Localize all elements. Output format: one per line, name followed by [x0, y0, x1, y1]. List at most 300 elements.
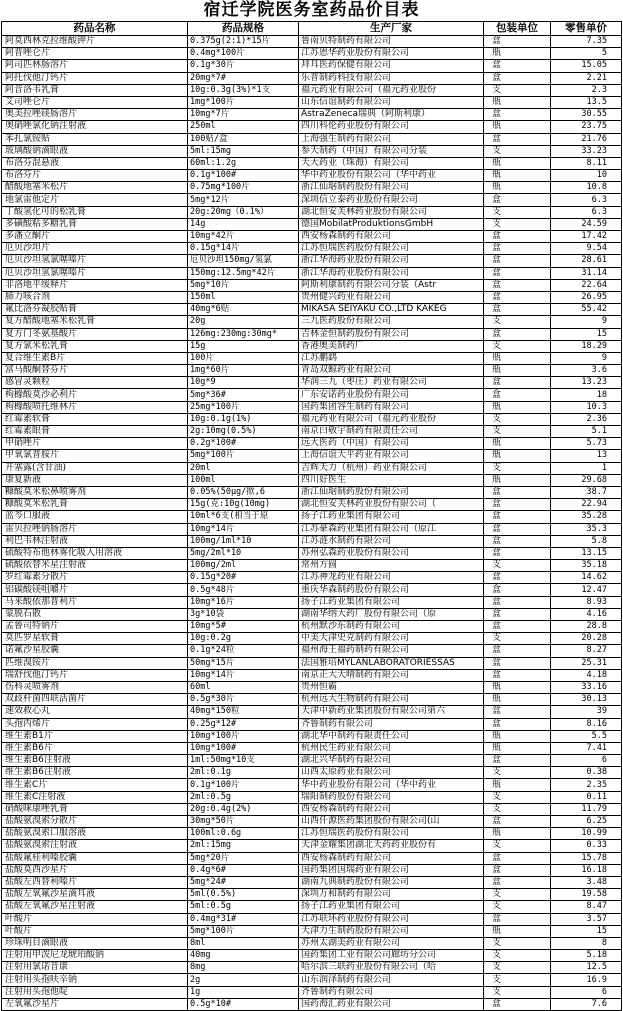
manufacturer-cell: 浙江华海药业股份有限公司 — [299, 255, 484, 267]
drug-name-cell: 盐酸氨溴索分散片 — [2, 816, 188, 828]
manufacturer-cell: 山东润泽制药有限公司 — [299, 974, 484, 986]
manufacturer-cell: 江苏涟水制药有限公司 — [299, 535, 484, 547]
retail-price-cell: 9.54 — [551, 243, 622, 255]
drug-spec-cell: 10mg*14片 — [188, 669, 299, 681]
manufacturer-cell: 南京白敬宇制药有限责任公司 — [299, 426, 484, 438]
drug-spec-cell: 8mg — [188, 962, 299, 974]
retail-price-cell: 9 — [551, 352, 622, 364]
manufacturer-cell: 华中药业股份有限公司（华中药业 — [299, 170, 484, 182]
retail-price-cell: 6 — [551, 986, 622, 998]
drug-spec-cell: 5ml:15mg — [188, 145, 299, 157]
table-row — [2, 681, 622, 693]
manufacturer-cell: AstraZeneca瑞典（阿斯利康） — [299, 109, 484, 121]
package-unit-cell: 瓶 — [484, 694, 551, 706]
drug-name-cell: 雷贝拉唑钠肠溶片 — [2, 523, 188, 535]
manufacturer-cell: 扬子江药业集团有限公司 — [299, 901, 484, 913]
drug-spec-cell: 0.15g*14片 — [188, 243, 299, 255]
retail-price-cell: 15 — [551, 925, 622, 937]
drug-name-cell: 维生素B1片 — [2, 730, 188, 742]
retail-price-cell: 8.93 — [551, 596, 622, 608]
retail-price-cell: 13 — [551, 450, 622, 462]
drug-name-cell: 珍珠明目滴眼液 — [2, 937, 188, 949]
drug-name-cell: 维生素C注射液 — [2, 791, 188, 803]
package-unit-cell: 支 — [484, 340, 551, 352]
drug-spec-cell: 50mg*15片 — [188, 657, 299, 669]
table-row — [2, 72, 622, 84]
drug-spec-cell: 2ml:0.5g — [188, 791, 299, 803]
manufacturer-cell: 远大医药（中国）有限公司 — [299, 438, 484, 450]
price-table — [1, 21, 622, 1011]
drug-name-cell: 阿昔洛韦乳膏 — [2, 84, 188, 96]
manufacturer-cell: 齐鲁制药有限公司 — [299, 718, 484, 730]
package-unit-cell: 盒 — [484, 621, 551, 633]
table-header-row — [2, 22, 622, 36]
retail-price-cell: 8.47 — [551, 901, 622, 913]
package-unit-cell: 支 — [484, 633, 551, 645]
manufacturer-cell: 国药集团国瑞药业有限公司 — [299, 864, 484, 876]
drug-name-cell: 维生素C片 — [2, 779, 188, 791]
manufacturer-cell: 哈尔滨三联药业股份有限公司（哈 — [299, 962, 484, 974]
drug-spec-cell: 5mg*10片 — [188, 279, 299, 291]
drug-name-cell: 盐酸左氧氟沙星注射液 — [2, 901, 188, 913]
table-row — [2, 645, 622, 657]
manufacturer-cell: 苏州太湖美药业有限公司 — [299, 937, 484, 949]
drug-name-cell: 伤科灵喷雾剂 — [2, 681, 188, 693]
drug-spec-cell: 10mg*16片 — [188, 596, 299, 608]
package-unit-cell: 盒 — [484, 231, 551, 243]
manufacturer-cell: 湖北恒安芙林药业股份有限公司（ — [299, 499, 484, 511]
manufacturer-cell: 深圳信立泰药业股份有限公司 — [299, 194, 484, 206]
drug-spec-cell: 5mg*100片 — [188, 450, 299, 462]
package-unit-cell: 盒 — [484, 584, 551, 596]
table-row — [2, 937, 622, 949]
package-unit-cell: 瓶 — [484, 681, 551, 693]
drug-spec-cell: 0.4g*6# — [188, 864, 299, 876]
drug-name-cell: 蓝芩口服液 — [2, 511, 188, 523]
table-row — [2, 840, 622, 852]
retail-price-cell: 28.61 — [551, 255, 622, 267]
package-unit-cell: 瓶 — [484, 96, 551, 108]
package-unit-cell: 盒 — [484, 876, 551, 888]
retail-price-cell: 5.73 — [551, 438, 622, 450]
package-unit-cell: 盒 — [484, 572, 551, 584]
package-unit-cell: 瓶 — [484, 401, 551, 413]
manufacturer-cell: 湖北兴华制药有限公司 — [299, 755, 484, 767]
retail-price-cell: 35.3 — [551, 523, 622, 535]
drug-name-cell: 注射用头孢他啶 — [2, 986, 188, 998]
package-unit-cell: 盒 — [484, 816, 551, 828]
package-unit-cell: 盒 — [484, 255, 551, 267]
drug-name-cell: 布洛芬片 — [2, 170, 188, 182]
drug-spec-cell: 5mg*12片 — [188, 194, 299, 206]
manufacturer-cell: 贵州恒霸 — [299, 681, 484, 693]
package-unit-cell: 支 — [484, 426, 551, 438]
drug-spec-cell: 25mg*100片 — [188, 401, 299, 413]
drug-spec-cell: 0.5g*10# — [188, 998, 299, 1010]
manufacturer-cell: 江苏鹏鹞 — [299, 352, 484, 364]
table-row — [2, 157, 622, 169]
package-unit-cell: 盒 — [484, 645, 551, 657]
manufacturer-cell: 青岛双鲸药业有限公司 — [299, 365, 484, 377]
manufacturer-cell: 国药集团工业有限公司廊坊分公司 — [299, 950, 484, 962]
drug-name-cell: 玻璃酸钠滴眼液 — [2, 145, 188, 157]
retail-price-cell: 33.23 — [551, 145, 622, 157]
header-spec: 药品规格 — [188, 22, 299, 36]
table-row — [2, 974, 622, 986]
retail-price-cell: 5.18 — [551, 950, 622, 962]
package-unit-cell: 盒 — [484, 133, 551, 145]
drug-spec-cell: 0.75mg*100片 — [188, 182, 299, 194]
retail-price-cell: 13.23 — [551, 377, 622, 389]
manufacturer-cell: 华中药业股份有限公司（华中药业 — [299, 779, 484, 791]
manufacturer-cell: 杭州远大生物制药有限公司 — [299, 694, 484, 706]
table-row — [2, 864, 622, 876]
drug-spec-cell: 1mg*60片 — [188, 365, 299, 377]
manufacturer-cell: 法国雅培MYLANLABORATORIESSAS — [299, 657, 484, 669]
retail-price-cell: 11.79 — [551, 803, 622, 815]
drug-spec-cell: 20ml — [188, 462, 299, 474]
table-row — [2, 560, 622, 572]
drug-spec-cell: 10g:0.2g — [188, 633, 299, 645]
retail-price-cell: 2.21 — [551, 72, 622, 84]
package-unit-cell: 盒 — [484, 291, 551, 303]
drug-spec-cell: 150mg:12.5mg*42片 — [188, 267, 299, 279]
drug-name-cell: 盐酸左氧氟沙星滴耳液 — [2, 889, 188, 901]
drug-name-cell: 感冒灵颗粒 — [2, 377, 188, 389]
package-unit-cell: 瓶 — [484, 365, 551, 377]
drug-name-cell: 非洛地平缓释片 — [2, 279, 188, 291]
drug-spec-cell: 10mg*14片 — [188, 523, 299, 535]
manufacturer-cell: 福元药业有限公司（福元药业股份 — [299, 413, 484, 425]
drug-spec-cell: 1g — [188, 986, 299, 998]
package-unit-cell: 盒 — [484, 377, 551, 389]
table-row — [2, 462, 622, 474]
drug-name-cell: 阿司匹林肠溶片 — [2, 60, 188, 72]
retail-price-cell: 7.35 — [551, 36, 622, 48]
retail-price-cell: 15.05 — [551, 60, 622, 72]
table-row — [2, 584, 622, 596]
table-row — [2, 145, 622, 157]
retail-price-cell: 0.11 — [551, 791, 622, 803]
retail-price-cell: 5.8 — [551, 535, 622, 547]
manufacturer-cell: 天大药业（珠海）有限公司 — [299, 157, 484, 169]
manufacturer-cell: 深圳万和制药有限公司 — [299, 889, 484, 901]
table-row — [2, 876, 622, 888]
drug-spec-cell: 40mg*150粒 — [188, 706, 299, 718]
manufacturer-cell: 上海信谊天平药业有限公司 — [299, 450, 484, 462]
manufacturer-cell: 山西太原药业有限公司 — [299, 767, 484, 779]
package-unit-cell: 盒 — [484, 998, 551, 1010]
drug-name-cell: 复合维生素B片 — [2, 352, 188, 364]
table-row — [2, 962, 622, 974]
retail-price-cell: 4.18 — [551, 669, 622, 681]
table-row — [2, 389, 622, 401]
manufacturer-cell: 南京正大天晴制药有限公司 — [299, 669, 484, 681]
drug-name-cell: 双歧杆菌四联活菌片 — [2, 694, 188, 706]
table-row — [2, 621, 622, 633]
package-unit-cell: 支 — [484, 986, 551, 998]
drug-spec-cell: 0.1g*100片 — [188, 779, 299, 791]
manufacturer-cell: 江苏联环药业股份有限公司 — [299, 913, 484, 925]
package-unit-cell: 支 — [484, 962, 551, 974]
retail-price-cell: 20.28 — [551, 633, 622, 645]
header-manufacturer: 生产厂家 — [299, 22, 484, 36]
manufacturer-cell: 香港奥美制药厂 — [299, 340, 484, 352]
table-row — [2, 316, 622, 328]
drug-spec-cell: 10mg*7片 — [188, 109, 299, 121]
package-unit-cell: 支 — [484, 413, 551, 425]
retail-price-cell: 8.16 — [551, 718, 622, 730]
manufacturer-cell: 中美天津史克制药有限公司 — [299, 633, 484, 645]
drug-spec-cell: 0.4mg*31# — [188, 913, 299, 925]
drug-name-cell: 莫匹罗星软膏 — [2, 633, 188, 645]
table-row — [2, 60, 622, 72]
drug-spec-cell: 10mg*5# — [188, 621, 299, 633]
manufacturer-cell: 江苏恒瑞医药股份有限公司 — [299, 828, 484, 840]
drug-spec-cell: 5mg*100片 — [188, 925, 299, 937]
retail-price-cell: 7.41 — [551, 742, 622, 754]
drug-name-cell: 多磺酸粘多糖乳膏 — [2, 218, 188, 230]
drug-name-cell: 盐酸氟桂利嗪胶囊 — [2, 852, 188, 864]
drug-spec-cell: 10mg*100片 — [188, 730, 299, 742]
retail-price-cell: 10 — [551, 170, 622, 182]
drug-spec-cell: 0.15g*20# — [188, 572, 299, 584]
table-row — [2, 523, 622, 535]
package-unit-cell: 瓶 — [484, 121, 551, 133]
table-row — [2, 291, 622, 303]
drug-name-cell: 艾司唑仑片 — [2, 96, 188, 108]
drug-spec-cell: 0.1g*100# — [188, 170, 299, 182]
retail-price-cell: 38.7 — [551, 486, 622, 498]
retail-price-cell: 8 — [551, 937, 622, 949]
drug-name-cell: 速效救心丸 — [2, 706, 188, 718]
manufacturer-cell: 国药海汇药业有限公司 — [299, 998, 484, 1010]
retail-price-cell: 55.42 — [551, 304, 622, 316]
drug-spec-cell: 30mg*50片 — [188, 816, 299, 828]
drug-spec-cell: 0.5g*30片 — [188, 694, 299, 706]
drug-name-cell: 注射用甲泼尼龙琥珀酸钠 — [2, 950, 188, 962]
table-row — [2, 511, 622, 523]
retail-price-cell: 22.94 — [551, 499, 622, 511]
package-unit-cell: 盒 — [484, 279, 551, 291]
manufacturer-cell: 天津中新药业集团股份有限公司第六 — [299, 706, 484, 718]
retail-price-cell: 3.57 — [551, 913, 622, 925]
retail-price-cell: 3.6 — [551, 365, 622, 377]
retail-price-cell: 13.15 — [551, 547, 622, 559]
retail-price-cell: 24.59 — [551, 218, 622, 230]
manufacturer-cell: 湖南九典制药股份有限公司 — [299, 876, 484, 888]
drug-name-cell: 布洛芬混悬液 — [2, 157, 188, 169]
package-unit-cell: 盒 — [484, 852, 551, 864]
table-row — [2, 84, 622, 96]
retail-price-cell: 5.5 — [551, 730, 622, 742]
table-row — [2, 450, 622, 462]
drug-name-cell: 利巴韦林注射液 — [2, 535, 188, 547]
retail-price-cell: 7.6 — [551, 998, 622, 1010]
manufacturer-cell: 浙江仙琚制药股份有限公司 — [299, 182, 484, 194]
table-row — [2, 767, 622, 779]
manufacturer-cell: MIKASA SEIYAKU CO.,LTD KAKEG — [299, 304, 484, 316]
table-row — [2, 304, 622, 316]
retail-price-cell: 22.64 — [551, 279, 622, 291]
manufacturer-cell: 三九医药股份有限公司 — [299, 316, 484, 328]
table-row — [2, 755, 622, 767]
table-row — [2, 170, 622, 182]
manufacturer-cell: 湖南华纳大药厂股份有限公司（原 — [299, 608, 484, 620]
table-row — [2, 413, 622, 425]
package-unit-cell: 盒 — [484, 864, 551, 876]
package-unit-cell: 瓶 — [484, 182, 551, 194]
drug-spec-cell: 10mg*100# — [188, 742, 299, 754]
manufacturer-cell: 鲁南贝特制药有限公司 — [299, 36, 484, 48]
package-unit-cell: 支 — [484, 901, 551, 913]
package-unit-cell: 支 — [484, 803, 551, 815]
drug-spec-cell: 10mg*42片 — [188, 231, 299, 243]
drug-name-cell: 多潘立酮片 — [2, 231, 188, 243]
package-unit-cell: 盒 — [484, 913, 551, 925]
drug-name-cell: 硝酸咪康唑乳膏 — [2, 803, 188, 815]
table-row — [2, 121, 622, 133]
drug-name-cell: 糠酸莫米松鼻喷雾剂 — [2, 486, 188, 498]
retail-price-cell: 30.55 — [551, 109, 622, 121]
package-unit-cell: 支 — [484, 316, 551, 328]
drug-name-cell: 甲硝唑片 — [2, 438, 188, 450]
retail-price-cell: 15.78 — [551, 852, 622, 864]
retail-price-cell: 16.9 — [551, 974, 622, 986]
drug-name-cell: 厄贝沙坦氢氯噻嗪片 — [2, 255, 188, 267]
drug-name-cell: 铝碳酸镁咀嚼片 — [2, 584, 188, 596]
package-unit-cell: 瓶 — [484, 450, 551, 462]
retail-price-cell: 6.3 — [551, 206, 622, 218]
drug-name-cell: 盐酸氨溴索注射液 — [2, 840, 188, 852]
drug-name-cell: 厄贝沙坦片 — [2, 243, 188, 255]
manufacturer-cell: 江苏恩华药业股份有限公司 — [299, 48, 484, 60]
package-unit-cell: 支 — [484, 145, 551, 157]
retail-price-cell: 31.14 — [551, 267, 622, 279]
package-unit-cell: 盒 — [484, 499, 551, 511]
package-unit-cell: 盒 — [484, 706, 551, 718]
table-row — [2, 925, 622, 937]
package-unit-cell: 盒 — [484, 60, 551, 72]
drug-spec-cell: 40mg*6贴 — [188, 304, 299, 316]
drug-spec-cell: 250ml — [188, 121, 299, 133]
drug-spec-cell: 10ml*6支(相当于原 — [188, 511, 299, 523]
retail-price-cell: 0.33 — [551, 840, 622, 852]
manufacturer-cell: 杭州默沙东制药有限公司 — [299, 621, 484, 633]
table-row — [2, 243, 622, 255]
drug-spec-cell: 1mg*100片 — [188, 96, 299, 108]
drug-spec-cell: 5mg*20片 — [188, 852, 299, 864]
package-unit-cell: 支 — [484, 840, 551, 852]
package-unit-cell: 盒 — [484, 194, 551, 206]
drug-name-cell: 盐酸氨溴索口服溶液 — [2, 828, 188, 840]
package-unit-cell: 盒 — [484, 267, 551, 279]
drug-spec-cell: 15g(克:10g(10mg) — [188, 499, 299, 511]
drug-name-cell: 甲氧氯普胺片 — [2, 450, 188, 462]
table-row — [2, 608, 622, 620]
drug-spec-cell: 100贴/盒 — [188, 133, 299, 145]
retail-price-cell: 5.1 — [551, 426, 622, 438]
table-row — [2, 328, 622, 340]
drug-name-cell: 维生素B6片 — [2, 742, 188, 754]
drug-spec-cell: 20g:0.4g(2%) — [188, 803, 299, 815]
package-unit-cell: 支 — [484, 560, 551, 572]
drug-spec-cell: 2ml:15mg — [188, 840, 299, 852]
drug-name-cell: 奥美拉唑镁肠溶片 — [2, 109, 188, 121]
drug-name-cell: 匹维溴铵片 — [2, 657, 188, 669]
drug-name-cell: 糠酸莫米松乳膏 — [2, 499, 188, 511]
manufacturer-cell: 西安杨森制药有限公司 — [299, 231, 484, 243]
manufacturer-cell: 江苏恒瑞医药股份有限公司 — [299, 243, 484, 255]
manufacturer-cell: 扬子江药业集团有限公司 — [299, 596, 484, 608]
table-row — [2, 401, 622, 413]
drug-spec-cell: 0.1g*30片 — [188, 60, 299, 72]
drug-spec-cell: 0.4mg*100片 — [188, 48, 299, 60]
table-row — [2, 36, 622, 48]
retail-price-cell: 35.18 — [551, 560, 622, 572]
header-unit: 包装单位 — [484, 22, 551, 36]
retail-price-cell: 21.76 — [551, 133, 622, 145]
package-unit-cell: 瓶 — [484, 48, 551, 60]
manufacturer-cell: 吉辉天力（杭州）药业有限公司 — [299, 462, 484, 474]
manufacturer-cell: 华润三九（枣庄）药业有限公司 — [299, 377, 484, 389]
drug-spec-cell: 10g*9 — [188, 377, 299, 389]
drug-name-cell: 叶酸片 — [2, 913, 188, 925]
drug-name-cell: 红霉素软膏 — [2, 413, 188, 425]
drug-name-cell: 注射用氯诺昔康 — [2, 962, 188, 974]
retail-price-cell: 6.25 — [551, 816, 622, 828]
drug-name-cell: 开塞露(含甘油) — [2, 462, 188, 474]
manufacturer-cell: 天津金耀集团湖北天药药业股份有 — [299, 840, 484, 852]
manufacturer-cell: 瑞阳制药股份有限公司 — [299, 791, 484, 803]
table-row — [2, 133, 622, 145]
drug-spec-cell: 5mg*36# — [188, 389, 299, 401]
drug-name-cell: 硫酸依替米星注射液 — [2, 560, 188, 572]
package-unit-cell: 盒 — [484, 547, 551, 559]
retail-price-cell: 13.5 — [551, 96, 622, 108]
drug-name-cell: 枸橼酸喷托维林片 — [2, 401, 188, 413]
package-unit-cell: 瓶 — [484, 157, 551, 169]
package-unit-cell: 支 — [484, 767, 551, 779]
table-row — [2, 730, 622, 742]
table-row — [2, 438, 622, 450]
drug-name-cell: 孟鲁司特钠片 — [2, 621, 188, 633]
table-row — [2, 901, 622, 913]
table-row — [2, 218, 622, 230]
drug-spec-cell: 100ml:0.6g — [188, 828, 299, 840]
drug-name-cell: 丁酸氢化可的松乳膏 — [2, 206, 188, 218]
drug-spec-cell: 2g:10mg(0.5%) — [188, 426, 299, 438]
drug-spec-cell: 10g:0.3g(3%)*1支 — [188, 84, 299, 96]
manufacturer-cell: 吉林金恒制药股份有限公司 — [299, 328, 484, 340]
drug-name-cell: 瑞舒伐他汀钙片 — [2, 669, 188, 681]
package-unit-cell: 支 — [484, 791, 551, 803]
page-title: 宿迁学院医务室药品价目表 — [203, 0, 420, 20]
package-unit-cell: 盒 — [484, 535, 551, 547]
drug-name-cell: 诺氟沙星胶囊 — [2, 645, 188, 657]
table-row — [2, 255, 622, 267]
package-unit-cell: 盒 — [484, 596, 551, 608]
retail-price-cell: 33.16 — [551, 681, 622, 693]
drug-spec-cell: 0.375g(2:1)*15片 — [188, 36, 299, 48]
retail-price-cell: 8.11 — [551, 157, 622, 169]
package-unit-cell: 盒 — [484, 36, 551, 48]
retail-price-cell: 19.58 — [551, 889, 622, 901]
drug-spec-cell: 20mg*7# — [188, 72, 299, 84]
drug-spec-cell: 5ml:0.5g — [188, 901, 299, 913]
drug-spec-cell: 0.25g*12# — [188, 718, 299, 730]
table-row — [2, 889, 622, 901]
